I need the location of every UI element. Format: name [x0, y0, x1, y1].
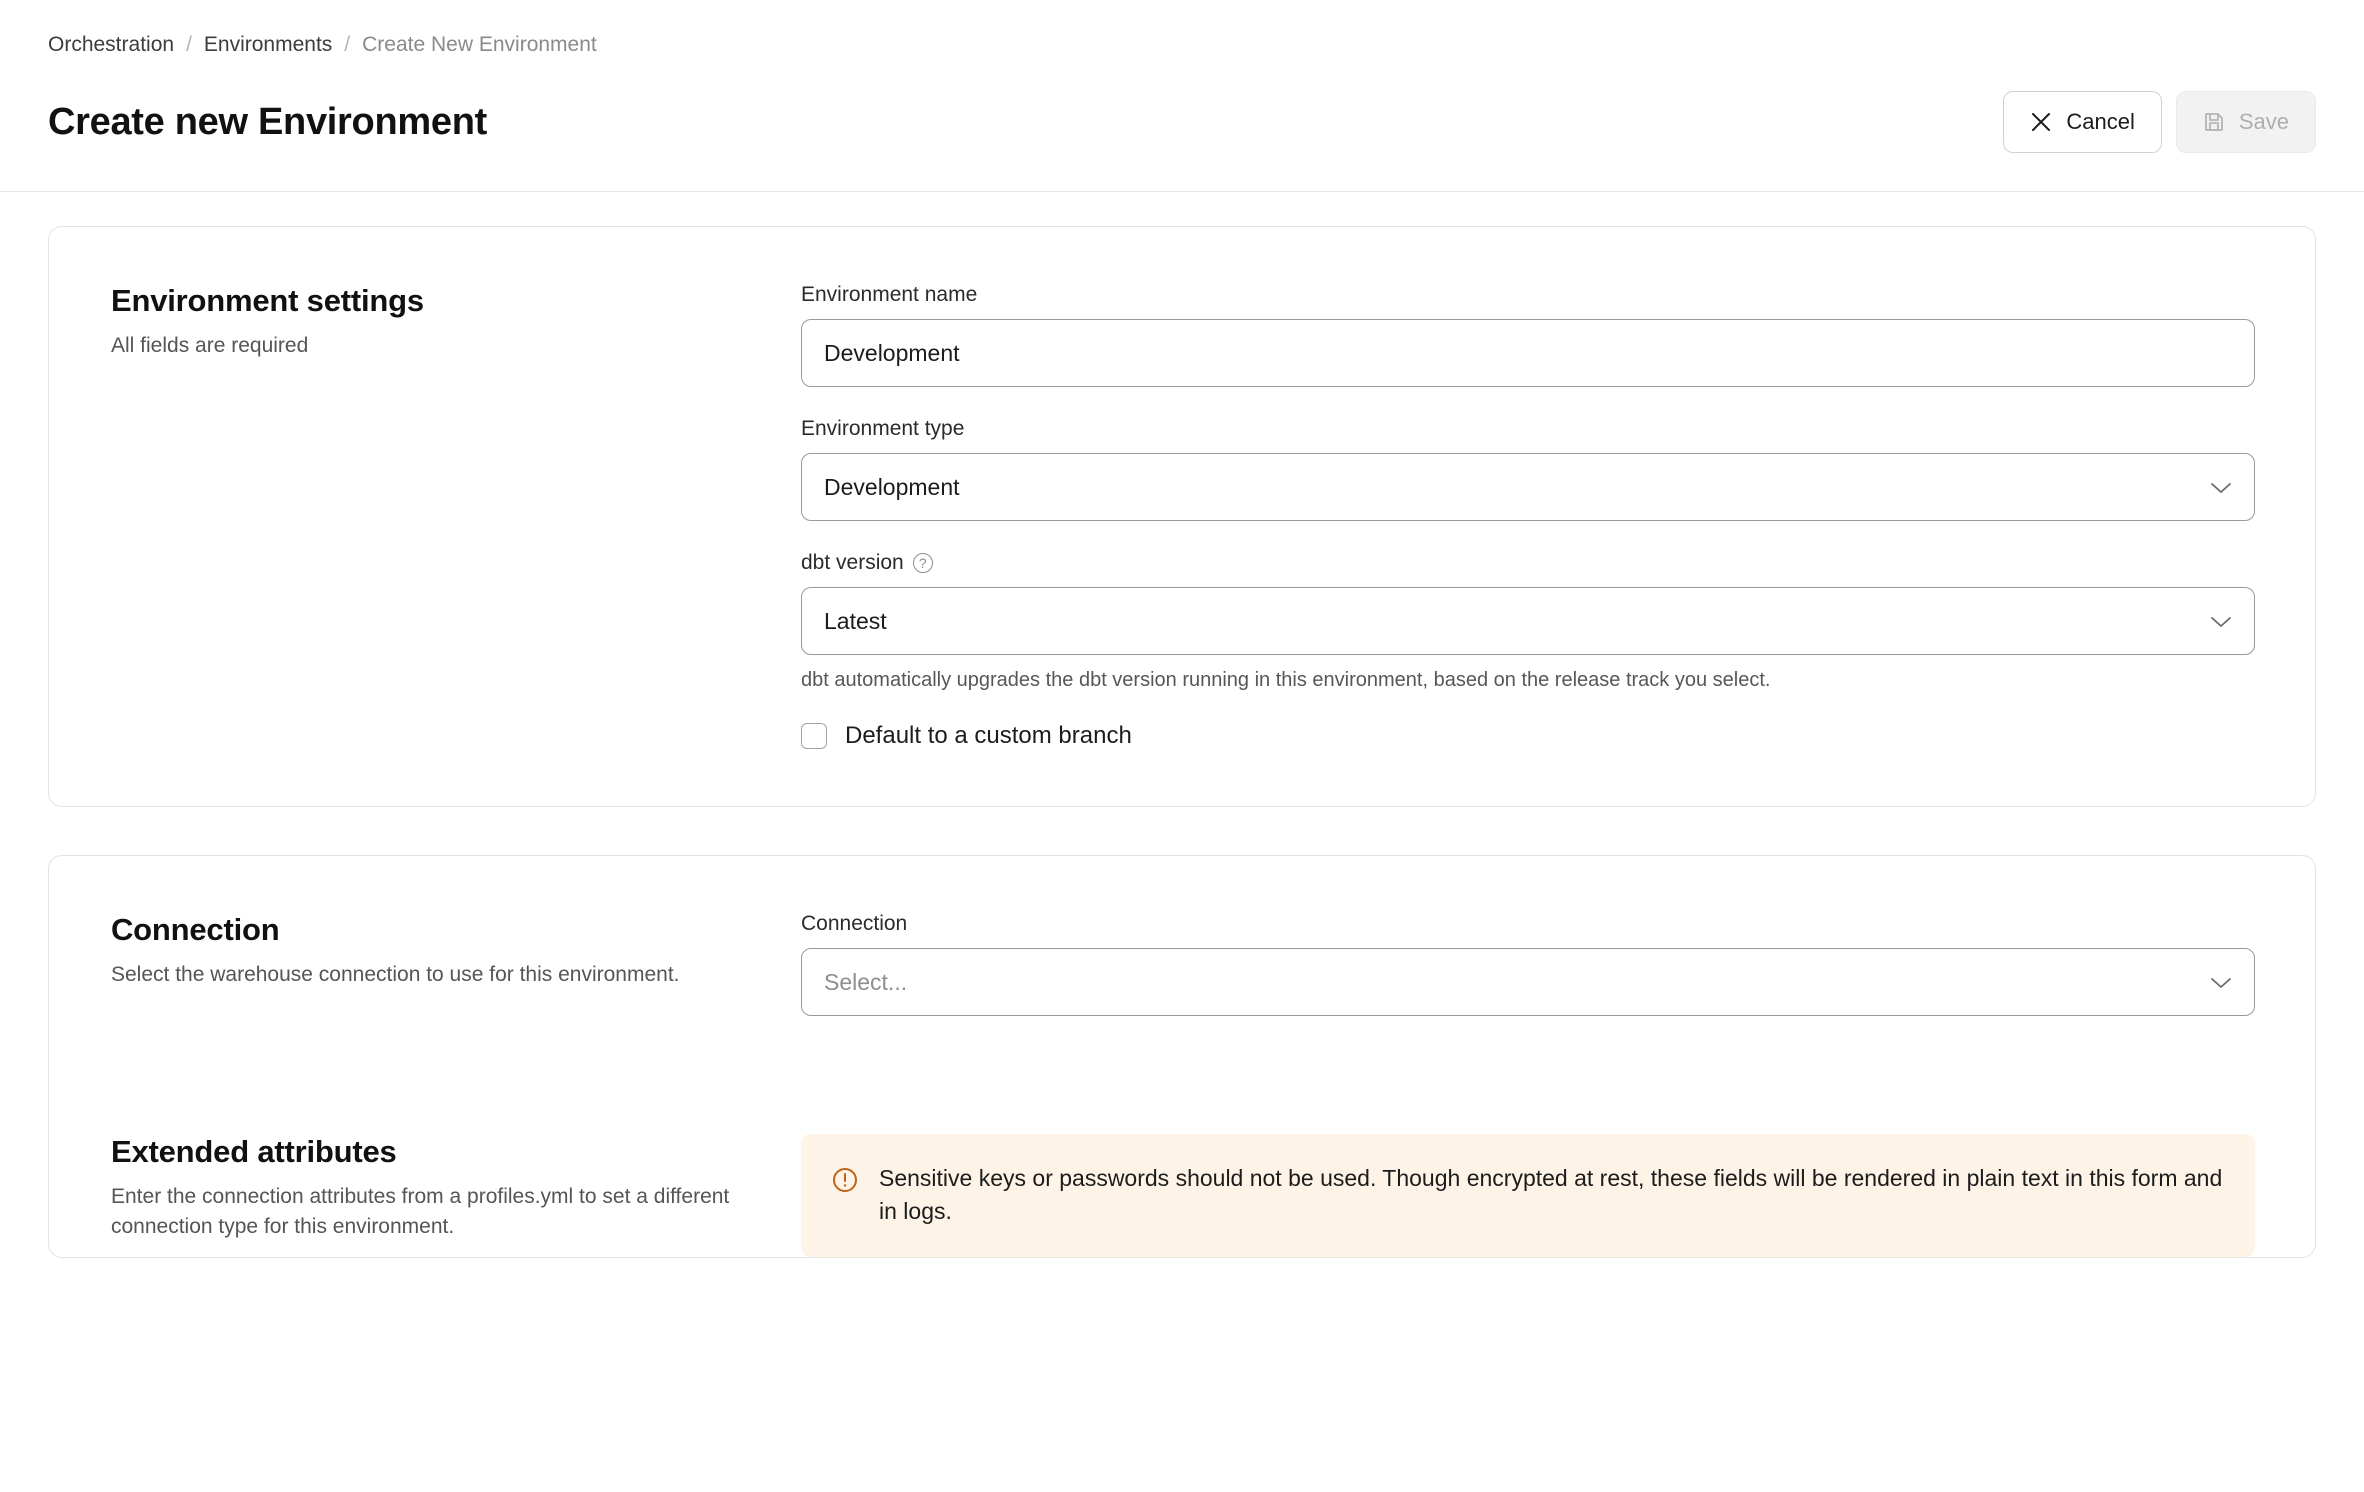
alert-circle-icon — [831, 1166, 859, 1199]
sensitive-keys-warning — [801, 1134, 2255, 1257]
header-actions — [2003, 91, 2316, 153]
save-button[interactable] — [2176, 91, 2316, 153]
connection-field-label: Connection — [801, 912, 908, 935]
connection-title: Connection — [111, 912, 280, 947]
breadcrumb-separator: / — [186, 33, 192, 56]
dbt-version-hint: dbt automatically upgrades the dbt version running in this environment, based on the release track you select. — [801, 669, 1771, 691]
dbt-version-value: Latest — [824, 607, 887, 634]
environment-type-select[interactable] — [801, 453, 2255, 521]
environment-name-label: Environment name — [801, 283, 978, 306]
chevron-down-icon — [2210, 969, 2232, 996]
breadcrumb-item-create-new-environment: Create New Environment — [362, 33, 597, 56]
page-header — [0, 0, 2364, 192]
default-custom-branch-checkbox-row[interactable] — [801, 722, 2255, 750]
breadcrumb-separator: / — [344, 33, 351, 56]
page-content — [0, 192, 2364, 1492]
environment-type-field — [801, 417, 2255, 521]
connection-fields — [801, 912, 2255, 1016]
connection-select[interactable] — [801, 948, 2255, 1016]
dbt-version-label-text: dbt version — [801, 551, 904, 574]
environment-settings-subtitle: All fields are required — [111, 334, 309, 357]
title-row — [48, 91, 2316, 153]
close-icon — [2030, 111, 2052, 133]
default-custom-branch-checkbox[interactable] — [801, 723, 827, 749]
default-custom-branch-label: Default to a custom branch — [845, 722, 1132, 749]
dbt-version-label — [801, 551, 2255, 575]
connection-description — [111, 912, 801, 1016]
environment-type-value: Development — [824, 473, 960, 500]
environment-settings-card — [48, 226, 2316, 807]
dbt-version-select[interactable] — [801, 587, 2255, 655]
connection-select-placeholder: Select... — [824, 968, 908, 995]
cancel-button[interactable] — [2003, 91, 2161, 153]
connection-card — [48, 855, 2316, 1258]
environment-settings-description — [111, 283, 801, 750]
save-button-label: Save — [2238, 109, 2289, 134]
cancel-button-label: Cancel — [2066, 109, 2135, 134]
extended-attributes-description — [111, 1134, 801, 1257]
section-spacer — [111, 1016, 2255, 1134]
dbt-version-field — [801, 551, 2255, 692]
question-mark-icon[interactable]: ? — [913, 553, 933, 573]
environment-name-input[interactable] — [801, 319, 2255, 387]
extended-attributes-subtitle: Enter the connection attributes from a profiles.yml to set a different connection type for this environment. — [111, 1185, 730, 1238]
breadcrumb-item-orchestration[interactable]: Orchestration — [48, 33, 175, 56]
extended-attributes-fields — [801, 1134, 2255, 1257]
environment-name-field — [801, 283, 2255, 387]
environment-settings-fields — [801, 283, 2255, 750]
sensitive-keys-warning-text: Sensitive keys or passwords should not be used. Though encrypted at rest, these fields will be rendered in plain text in this form and in logs. — [879, 1165, 2223, 1225]
environment-settings-title: Environment settings — [111, 283, 424, 318]
save-disk-icon — [2203, 111, 2225, 133]
breadcrumb — [48, 34, 2316, 55]
page-title: Create new Environment — [48, 100, 487, 143]
connection-subtitle: Select the warehouse connection to use for this environment. — [111, 963, 680, 986]
chevron-down-icon — [2210, 474, 2232, 501]
extended-attributes-title: Extended attributes — [111, 1134, 397, 1169]
connection-field — [801, 912, 2255, 1016]
chevron-down-icon — [2210, 608, 2232, 635]
breadcrumb-item-environments[interactable]: Environments — [203, 33, 333, 56]
environment-type-label: Environment type — [801, 417, 965, 440]
